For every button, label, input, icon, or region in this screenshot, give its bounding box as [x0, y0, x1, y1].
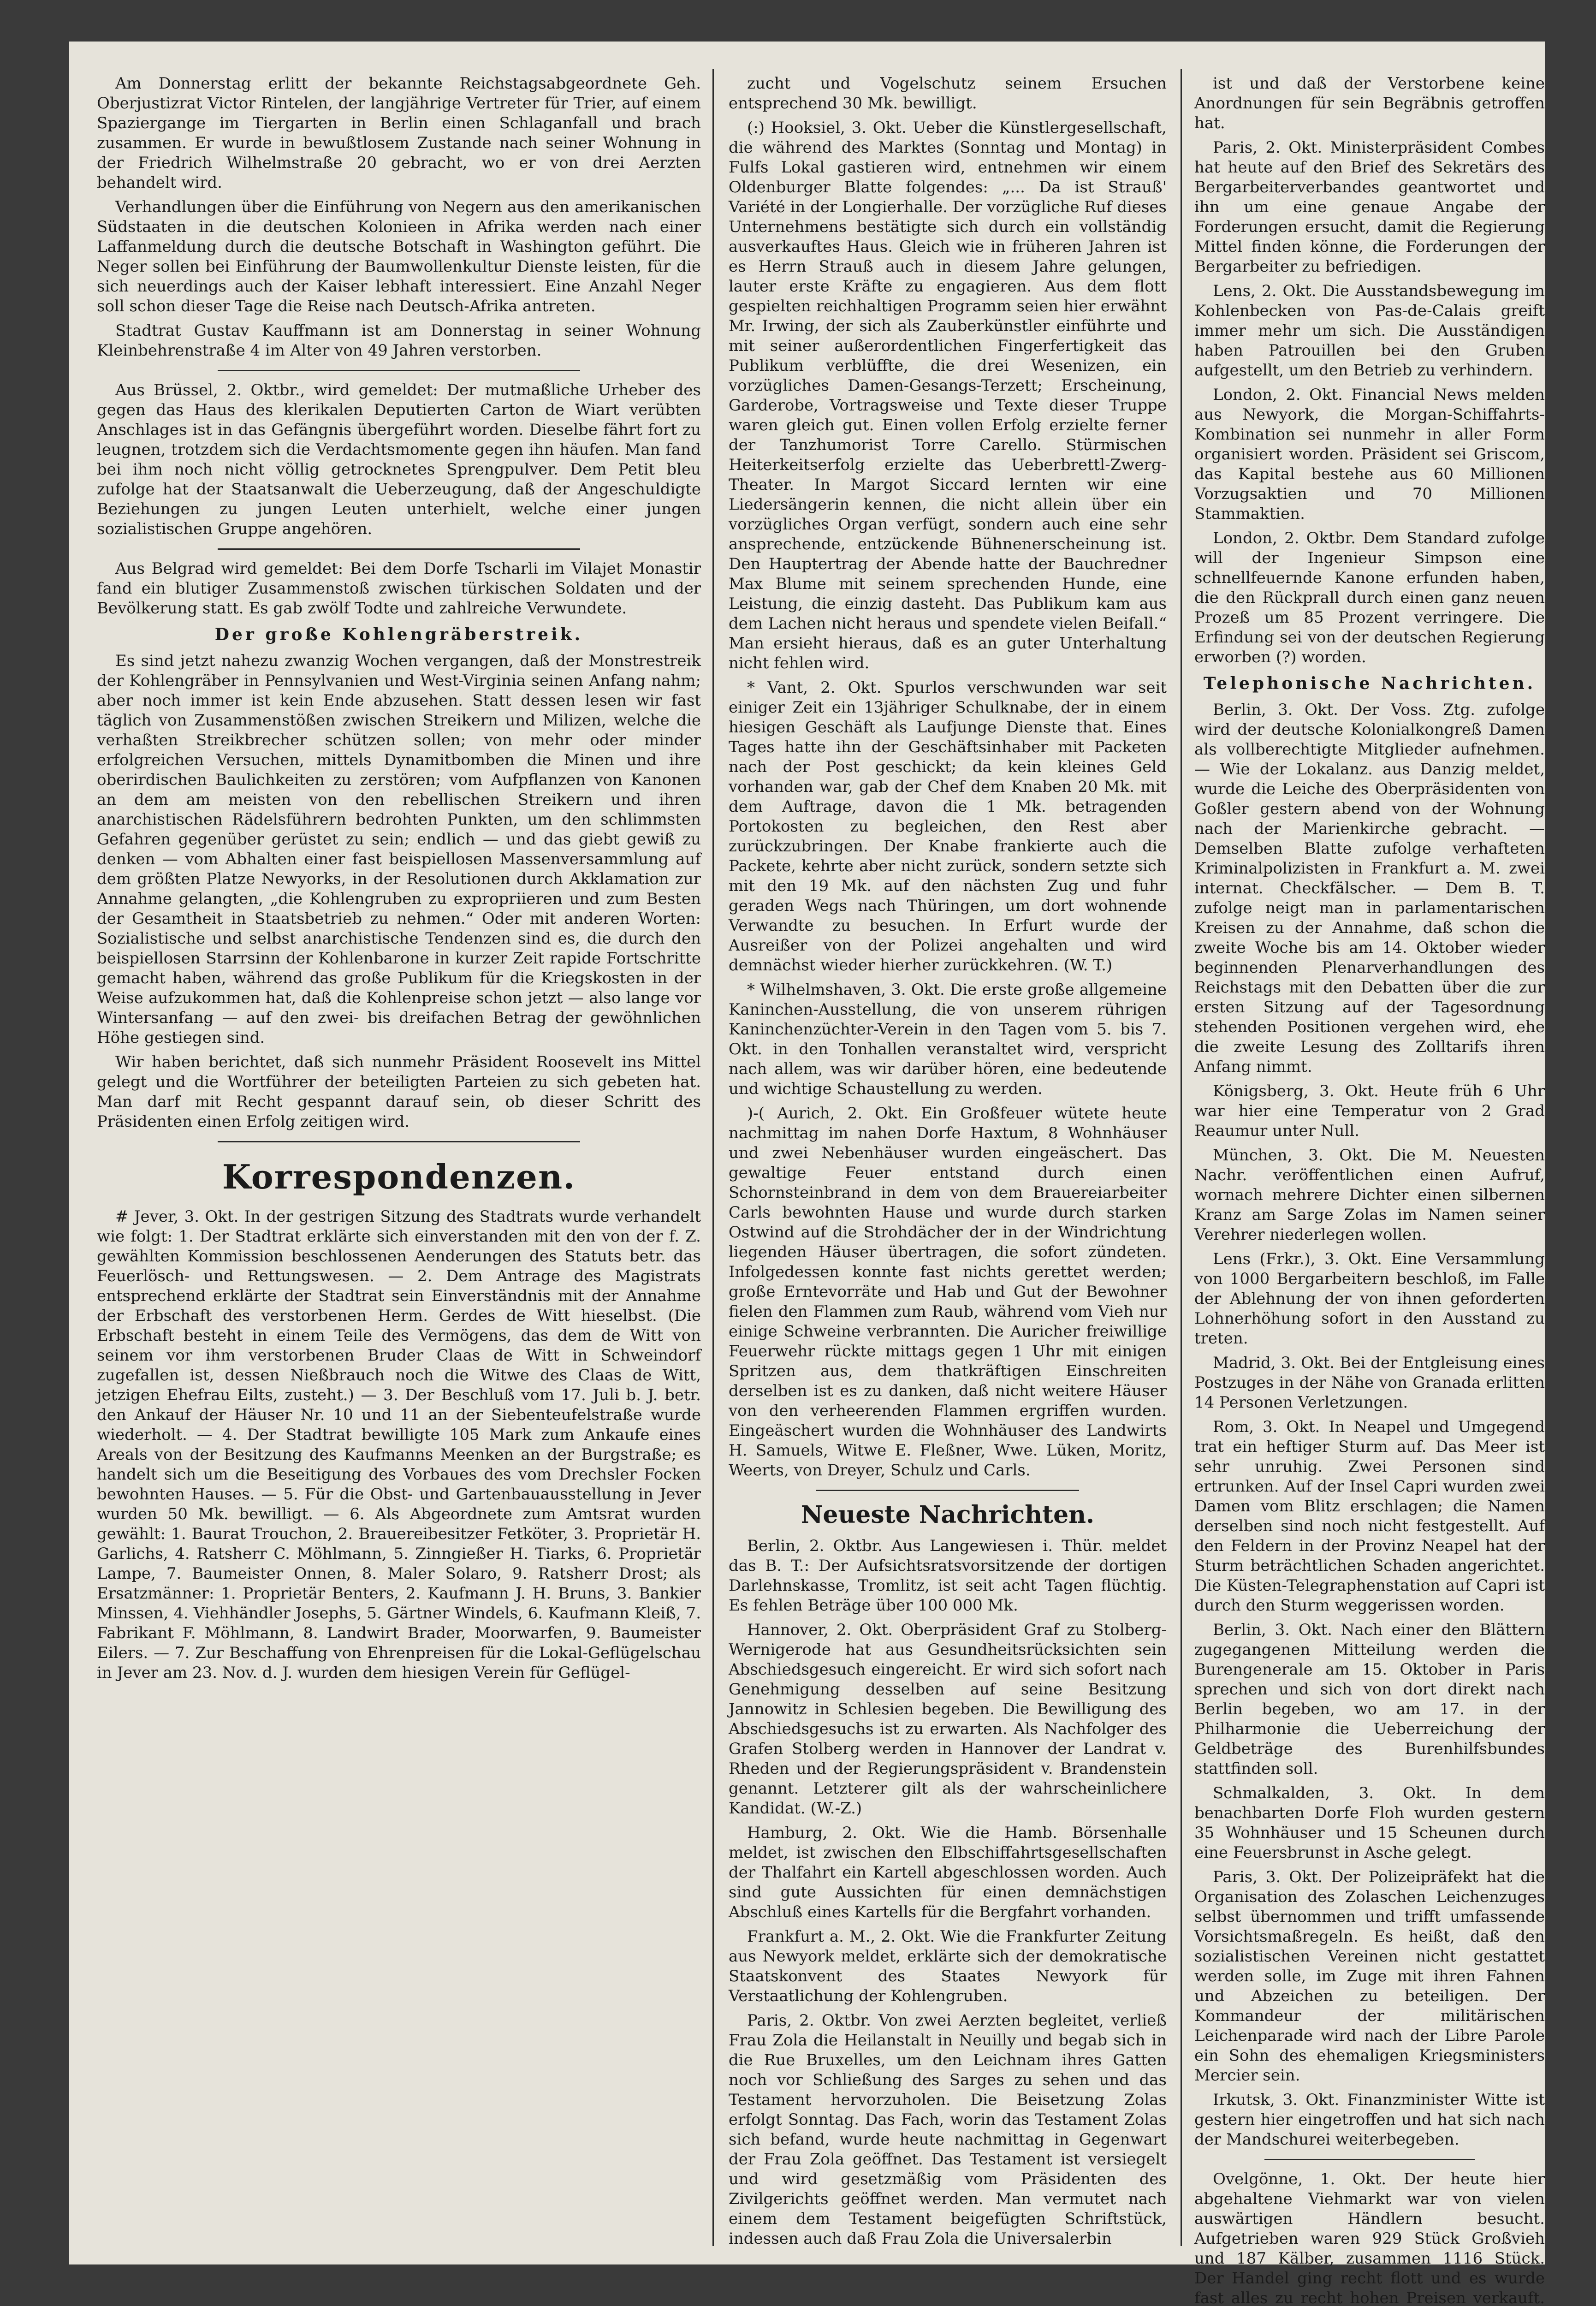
section-title: Korrespondenzen.	[222, 1157, 576, 1196]
article-paragraph: (:) Hooksiel, 3. Okt. Ueber die Künstlergesellschaft, die während des Marktes (Sonntag und Montag) in Fulfs Lokal gastieren wird, entnehmen wir einem Oldenburger Blatte folgendes: „... Da ist Strauß' Variété in der Longierhalle. Der vorzügliche Ruf dieses Unternehmens bestätigte sich durch ein vollständig ausverkauftes Haus. Gleich wie in früheren Jahren ist es Herrn Strauß auch in diesem Jahre gelungen, lauter erste Kräfte zu engagieren. Aus dem flott gespielten reichhaltigen Programm seien hier erwähnt Mr. Irwing, der sich als Zauberkünstler einführte und mit seiner außerordentlichen Fingerfertigkeit das Publikum verblüffte, die drei Wesenizen, ein vorzügliches Damen-Gesangs-Terzett; Erscheinung, Garderobe, Vortragsweise und Texte dieser Truppe waren gleich gut. Einen vollen Erfolg erzielte ferner der Tanzhumorist Torre Carello. Stürmischen Heiterkeitserfolg erzielte das Ueberbrettl-Zwerg-Theater. In Margot Siccard lernten wir eine Liedersängerin kennen, die nicht allein über ein vorzügliches Organ verfügt, sondern auch eine sehr ansprechende, entzückende Bühnenerscheinung ist. Den Hauptertrag der Abende hatte der Bauchredner Max Blume mit seinem sprechenden Hunde, eine Leistung, die einzig dasteht. Das Publikum kam aus dem Lachen nicht heraus und spendete vielen Beifall.“ Man ersieht hieraus, daß es an guter Unterhaltung nicht fehlen wird.	[729, 119, 1167, 672]
article-paragraph: * Wilhelmshaven, 3. Okt. Die erste große allgemeine Kaninchen-Ausstellung, die von unserem rührigen Kaninchenzüchter-Verein in den Tagen vom 5. bis 7. Okt. in den Tonhallen veranstaltet wird, verspricht nach allem, was wir darüber hören, eine bedeutende und wichtige Schaustellung zu werden.	[729, 981, 1167, 1098]
article-paragraph: Madrid, 3. Okt. Bei der Entgleisung eines Postzuges in der Nähe von Granada erlitten 14 Personen Verletzungen.	[1194, 1354, 1545, 1412]
column-right	[1194, 74, 1545, 2306]
article-paragraph: Hamburg, 2. Okt. Wie die Hamb. Börsenhalle meldet, ist zwischen den Elbschiffahrtsgesellschaften der Thalfahrt ein Kartell abgeschlossen worden. Auch sind gute Aussichten für einen demnächstigen Abschluß eines Kartells für die Bergfahrt vorhanden.	[729, 1824, 1167, 1921]
article-paragraph: Wir haben berichtet, daß sich nunmehr Präsident Roosevelt ins Mittel gelegt und die Wortführer der beteiligten Parteien zu sich gebeten hat. Man darf mit Recht gespannt darauf sein, ob dieser Schritt des Präsidenten einen Erfolg zeitigen wird.	[97, 1053, 701, 1131]
article-paragraph: Hannover, 2. Okt. Oberpräsident Graf zu Stolberg-Wernigerode hat aus Gesundheitsrücksichten sein Abschiedsgesuch eingereicht. Er wird sich sofort nach Genehmigung desselben auf seine Besitzung Jannowitz in Schlesien begeben. Die Bewilligung des Abschiedsgesuchs ist zu erwarten. Als Nachfolger des Grafen Stolberg werden in Hannover der Landrat v. Rheden und der Regierungspräsident v. Brandenstein genannt. Letzterer gilt als der wahrscheinlichere Kandidat. (W.-Z.)	[729, 1621, 1167, 1818]
section-heading: Der große Kohlengräberstreik.	[214, 625, 583, 644]
article-paragraph: )-( Aurich, 2. Okt. Ein Großfeuer wütete heute nachmittag im nahen Dorfe Haxtum, 8 Wohnhäuser und zwei Nebenhäuser wurden eingeäschert. Das gewaltige Feuer entstand durch einen Schornsteinbrand in dem von dem Brauereiarbeiter Carls bewohnten Hause und wurde durch starken Ostwind auf die Strohdächer der in der Windrichtung liegenden Häuser übertragen, die sofort zündeten. Infolgedessen konnte fast nichts gerettet werden; große Erntevorräte und Hab und Gut der Bewohner fielen den Flammen zum Raub, während vom Vieh nur einige Schweine verbrannten. Die Auricher freiwillige Feuerwehr rückte mittags gegen 1 Uhr mit einigen Spritzen aus, dem thatkräftigen Einschreiten derselben ist es zu danken, daß nicht weitere Häuser von den verheerenden Flammen ergriffen wurden. Eingeäschert wurden die Wohnhäuser des Landwirts H. Samuels, Witwe E. Fleßner, Wwe. Lüken, Moritz, Weerts, von Dreyer, Schulz und Carls.	[729, 1104, 1167, 1480]
article-paragraph: Aus Belgrad wird gemeldet: Bei dem Dorfe Tscharli im Vilajet Monastir fand ein blutiger Zusammenstoß zwischen türkischen Soldaten und der Bevölkerung statt. Es gab zwölf Todte und zahlreiche Verwundete.	[97, 559, 701, 618]
article-paragraph: Ovelgönne, 1. Okt. Der heute hier abgehaltene Viehmarkt war von vielen auswärtigen Händlern besucht. Aufgetrieben waren 929 Stück Großvieh und 187 Kälber, zusammen 1116 Stück. Der Handel ging recht flott und es wurde fast alles zu recht hohen Preisen verkauft.	[1194, 2170, 1545, 2306]
separator	[1264, 2159, 1475, 2160]
separator	[218, 1141, 580, 1142]
article-paragraph: Paris, 3. Okt. Der Polizeipräfekt hat die Organisation des Zolaschen Leichenzuges selbst übernommen und trifft umfassende Vorsichtsmaßregeln. Es heißt, daß den sozialistischen Vereinen nicht gestattet werden solle, im Zuge mit ihren Fahnen und Abzeichen zu beteiligen. Der Kommandeur der militärischen Leichenparade wird nach der Libre Parole ein Sohn des ehemaligen Kriegsministers Mercier sein.	[1194, 1868, 1545, 2085]
column-divider	[712, 69, 714, 2246]
separator	[218, 370, 580, 371]
article-paragraph: Berlin, 3. Okt. Nach einer den Blättern zugegangenen Mitteilung werden die Burengenerale am 15. Oktober in Paris sprechen und sich von dort direkt nach Berlin begeben, wo am 17. in der Philharmonie die Ueberreichung der Geldbeträge des Burenhilfsbundes stattfinden soll.	[1194, 1621, 1545, 1778]
section-heading: Telephonische Nachrichten.	[1203, 674, 1536, 693]
article-paragraph: Berlin, 2. Oktbr. Aus Langewiesen i. Thür. meldet das B. T.: Der Aufsichtsratsvorsitzende der dortigen Darlehnskasse, Tromlitz, ist seit acht Tagen flüchtig. Es fehlen Beträge über 100 000 Mk.	[729, 1537, 1167, 1615]
article-paragraph: Paris, 2. Okt. Ministerpräsident Combes hat heute auf den Brief des Sekretärs des Bergarbeiterverbandes geantwortet und ihn um eine genaue Angabe der Forderungen ersucht, damit die Regierung Mittel finden könne, die Forderungen der Bergarbeiter zu befriedigen.	[1194, 138, 1545, 276]
article-paragraph: Berlin, 3. Okt. Der Voss. Ztg. zufolge wird der deutsche Kolonialkongreß Damen als vollberechtigte Mitglieder aufnehmen. — Wie der Lokalanz. aus Danzig meldet, wurde die Leiche des Oberpräsidenten von Goßler gestern abend von der Wohnung nach der Marienkirche gebracht. — Demselben Blatte zufolge verhafteten Kriminalpolizisten in Frankfurt a. M. zwei internat. Checkfälscher. — Dem B. T. zufolge neigt man in parlamentarischen Kreisen zu der Annahme, daß schon die zweite Woche bis am 14. Oktober wieder beginnenden Plenarverhandlungen des Reichstags mit den Debatten über die zur ersten Sitzung auf der Tagesordnung stehenden Positionen vergehen wird, ehe die zweite Lesung des Zolltarifs ihren Anfang nimmt.	[1194, 701, 1545, 1076]
article-paragraph: ist und daß der Verstorbene keine Anordnungen für sein Begräbnis getroffen hat.	[1194, 74, 1545, 132]
article-paragraph: Lens (Frkr.), 3. Okt. Eine Versammlung von 1000 Bergarbeitern beschloß, im Falle der Ablehnung der von ihnen geforderten Lohnerhöhung sofort in den Ausstand zu treten.	[1194, 1250, 1545, 1348]
article-paragraph: Paris, 2. Oktbr. Von zwei Aerzten begleitet, verließ Frau Zola die Heilanstalt in Neuilly und begab sich in die Rue Bruxelles, um den Leichnam ihres Gatten noch vor Schließung des Sarges zu sehen und das Testament hervorzuholen. Die Beisetzung Zolas erfolgt Sonntag. Das Fach, worin das Testament Zolas sich befand, wurde heute nachmittag in Gegenwart der Frau Zola geöffnet. Das Testament ist versiegelt und wird gesetzmäßig vom Präsidenten des Zivilgerichts geöffnet werden. Man vermutet nach einem dem Testament beigefügten Schriftstück, indessen auch daß Frau Zola die Universalerbin	[729, 2011, 1167, 2248]
article-paragraph: Es sind jetzt nahezu zwanzig Wochen vergangen, daß der Monstrestreik der Kohlengräber in Pennsylvanien und West-Virginia seinen Anfang nahm; aber noch immer ist kein Ende abzusehen. Statt dessen lesen wir fast täglich von Zusammenstößen zwischen Streikern und Milizen, welche die verhaßten Streikbrecher schützen sollen; von mehr oder minder erfolgreichen Versuchen, mittels Dynamitbomben die Minen und ihre oberirdischen Baulichkeiten zu zerstören; vom Aufpflanzen von Kanonen an dem am meisten von den rebellischen Streikern und ihren anarchistischen Rädelsführern bedrohten Punkten, um den schlimmsten Gefahren gegenüber gerüstet zu sein; endlich — und das giebt gewiß zu denken — vom Abhalten einer fast beispiellosen Massenversammlung auf dem größten Platze Newyorks, in der Resolutionen durch Akklamation zur Annahme gelangten, „die Kohlengruben zu expropriieren und zum Besten der Gesamtheit in Staatsbetrieb zu nehmen.“ Oder mit anderen Worten: Sozialistische und selbst anarchistische Tendenzen sind es, die durch den beispiellosen Starrsinn der Kohlenbarone in kurzer Zeit rapide Fortschritte gemacht haben, während das große Publikum für die Kriegskosten in der Weise aufzukommen hat, daß die Kohlenpreise schon jetzt — also lange vor Wintersanfang — auf den zwei- bis dreifachen Betrag der gewöhnlichen Höhe gestiegen sind.	[97, 652, 701, 1047]
article-paragraph: Frankfurt a. M., 2. Okt. Wie die Frankfurter Zeitung aus Newyork meldet, erklärte sich der demokratische Staatskonvent des Staates Newyork für Verstaatlichung der Kohlengruben.	[729, 1927, 1167, 2005]
article-paragraph: zucht und Vogelschutz seinem Ersuchen entsprechend 30 Mk. bewilligt.	[729, 74, 1167, 113]
section-title: Neueste Nachrichten.	[801, 1501, 1095, 1529]
column-left	[97, 74, 701, 2241]
article-paragraph: Aus Brüssel, 2. Oktbr., wird gemeldet: Der mutmaßliche Urheber des gegen das Haus des klerikalen Deputierten Carton de Wiart verübten Anschlages ist in das Gefängnis übergeführt worden. Dieselbe fährt fort zu leugnen, trotzdem sich die Verdachtsmomente gegen ihn häufen. Man fand bei ihm noch nicht völlig getrocknetes Sprengpulver. Dem Petit bleu zufolge hat der Staatsanwalt die Ueberzeugung, daß der Angeschuldigte Beziehungen zu jungen Leuten unterhielt, welche einer jungen sozialistischen Gruppe angehören.	[97, 381, 701, 538]
article-paragraph: Am Donnerstag erlitt der bekannte Reichstagsabgeordnete Geh. Oberjustizrat Victor Rintelen, der langjährige Vertreter für Trier, auf einem Spaziergange im Tiergarten in Berlin einen Schlaganfall und brach zusammen. Er wurde in bewußtlosem Zustande nach seiner Wohnung in der Friedrich Wilhelmstraße 20 gebracht, wo er von drei Aerzten behandelt wird.	[97, 74, 701, 192]
article-paragraph: Verhandlungen über die Einführung von Negern aus den amerikanischen Südstaaten in die deutschen Kolonieen in Afrika werden nach einer Laffanmeldung durch die deutsche Botschaft in Washington geführt. Die Neger sollen bei Einführung der Baumwollenkultur Dienste leisten, für die sich neuerdings auch der Kaiser lebhaft interessiert. Eine Anzahl Neger soll schon dieser Tage die Reise nach Deutsch-Afrika antreten.	[97, 198, 701, 315]
article-paragraph: Königsberg, 3. Okt. Heute früh 6 Uhr war hier eine Temperatur von 2 Grad Reaumur unter Null.	[1194, 1082, 1545, 1140]
column-divider	[1181, 69, 1182, 2246]
article-paragraph: Irkutsk, 3. Okt. Finanzminister Witte ist gestern hier eingetroffen und hat sich nach der Mandschurei weiterbegeben.	[1194, 2091, 1545, 2149]
article-paragraph: London, 2. Okt. Financial News melden aus Newyork, die Morgan-Schiffahrts-Kombination sei nunmehr in aller Form organisiert worden. Präsident sei Griscom, das Kapital bestehe aus 60 Millionen Vorzugsaktien und 70 Millionen Stammaktien.	[1194, 386, 1545, 523]
article-paragraph: München, 3. Okt. Die M. Neuesten Nachr. veröffentlichen einen Aufruf, wornach mehrere Dichter einen silbernen Kranz am Sarge Zolas im Namen seiner Verehrer niederlegen wollen.	[1194, 1146, 1545, 1244]
newspaper-page	[69, 42, 1545, 2306]
article-paragraph: * Vant, 2. Okt. Spurlos verschwunden war seit einiger Zeit ein 13jähriger Schulknabe, der in einem hiesigen Geschäft als Laufjunge Dienste that. Eines Tages hatte ihn der Geschäftsinhaber mit Packeten nach der Post geschickt; da kein kleines Geld vorhanden war, gab der Chef dem Knaben 20 Mk. mit dem Auftrage, davon die 1 Mk. betragenden Portokosten zu begleichen, den Rest aber zurückzubringen. Der Knabe frankierte auch die Packete, kehrte aber nicht zurück, sondern setzte sich mit den 19 Mk. auf den nächsten Zug und fuhr geraden Wegs nach Thüringen, um dort wohnende Verwandte zu besuchen. In Erfurt wurde der Ausreißer von der Polizei angehalten und wird demnächst wieder hierher zurückkehren. (W. T.)	[729, 678, 1167, 975]
separator	[816, 1490, 1079, 1491]
article-paragraph: Rom, 3. Okt. In Neapel und Umgegend trat ein heftiger Sturm auf. Das Meer ist sehr unruhig. Zwei Personen sind ertrunken. Auf der Insel Capri wurden zwei Damen vom Blitz erschlagen; die Namen derselben sind noch nicht festgestellt. Auf den Feldern in der Provinz Neapel hat der Sturm beträchtlichen Schaden angerichtet. Die Küsten-Telegraphenstation auf Capri ist durch den Sturm weggerissen worden.	[1194, 1418, 1545, 1615]
article-paragraph: # Jever, 3. Okt. In der gestrigen Sitzung des Stadtrats wurde verhandelt wie folgt: 1. Der Stadtrat erklärte sich einverstanden mit den von der f. Z. gewählten Kommission beschlossenen Aenderungen des Statuts betr. das Feuerlösch- und Rettungswesen. — 2. Dem Antrage des Magistrats entsprechend erklärte der Stadtrat sein Einverständnis mit der Annahme der Erbschaft des verstorbenen Herm. Gerdes de Witt hieselbst. (Die Erbschaft besteht in einem Teile des Vermögens, das dem de Witt von seinem vor ihm verstorbenen Bruder Claas de Witt in Schweindorf zugefallen ist, dessen Nießbrauch noch die Witwe des Claas de Witt, jetzigen Ehefrau Eilts, zusteht.) — 3. Der Beschluß vom 17. Juli b. J. betr. den Ankauf der Häuser Nr. 10 und 11 an der Siebenteufelstraße wurde wiederholt. — 4. Der Stadtrat bewilligte 105 Mark zum Ankaufe eines Areals von der Besitzung des Kaufmanns Meenken an der Burgstraße; es handelt sich um die Beseitigung des Vorbaues des vom Drechsler Focken bewohnten Hauses. — 5. Für die Obst- und Gartenbauausstellung in Jever wurden 50 Mk. bewilligt. — 6. Als Abgeordnete zum Amtsrat wurden gewählt: 1. Baurat Trouchon, 2. Brauereibesitzer Fetköter, 3. Proprietär H. Garlichs, 4. Ratsherr C. Möhlmann, 5. Zinngießer H. Tiarks, 6. Proprietär Lampe, 7. Baumeister Onnen, 8. Maler Solaro, 9. Ratsherr Drost; als Ersatzmänner: 1. Proprietär Benters, 2. Kaufmann J. H. Bruns, 3. Bankier Minssen, 4. Viehhändler Josephs, 5. Gärtner Windels, 6. Kaufmann Kleiß, 7. Fabrikant F. Möhlmann, 8. Landwirt Brader, Moorwarfen, 9. Baumeister Eilers. — 7. Zur Beschaffung von Ehrenpreisen für die Lokal-Geflügelschau in Jever am 23. Nov. d. J. wurden dem hiesigen Verein für Geflügel-	[97, 1207, 701, 1682]
article-paragraph: Stadtrat Gustav Kauffmann ist am Donnerstag in seiner Wohnung Kleinbehrenstraße 4 im Alter von 49 Jahren verstorben.	[97, 321, 701, 360]
article-paragraph: Lens, 2. Okt. Die Ausstandsbewegung im Kohlenbecken von Pas-de-Calais greift immer mehr um sich. Die Ausständigen haben Patrouillen bei den Gruben aufgestellt, um den Betrieb zu verhindern.	[1194, 282, 1545, 380]
article-paragraph: London, 2. Oktbr. Dem Standard zufolge will der Ingenieur Simpson eine schnellfeuernde Kanone erfunden haben, die den Rückprall durch einen ganz neuen Prozeß um 85 Prozent verringere. Die Erfindung sei von der deutschen Regierung erworben (?) worden.	[1194, 529, 1545, 666]
column-middle	[729, 74, 1167, 2248]
separator	[218, 548, 580, 550]
article-paragraph: Schmalkalden, 3. Okt. In dem benachbarten Dorfe Floh wurden gestern 35 Wohnhäuser und 15 Scheunen durch eine Feuersbrunst in Asche gelegt.	[1194, 1784, 1545, 1862]
